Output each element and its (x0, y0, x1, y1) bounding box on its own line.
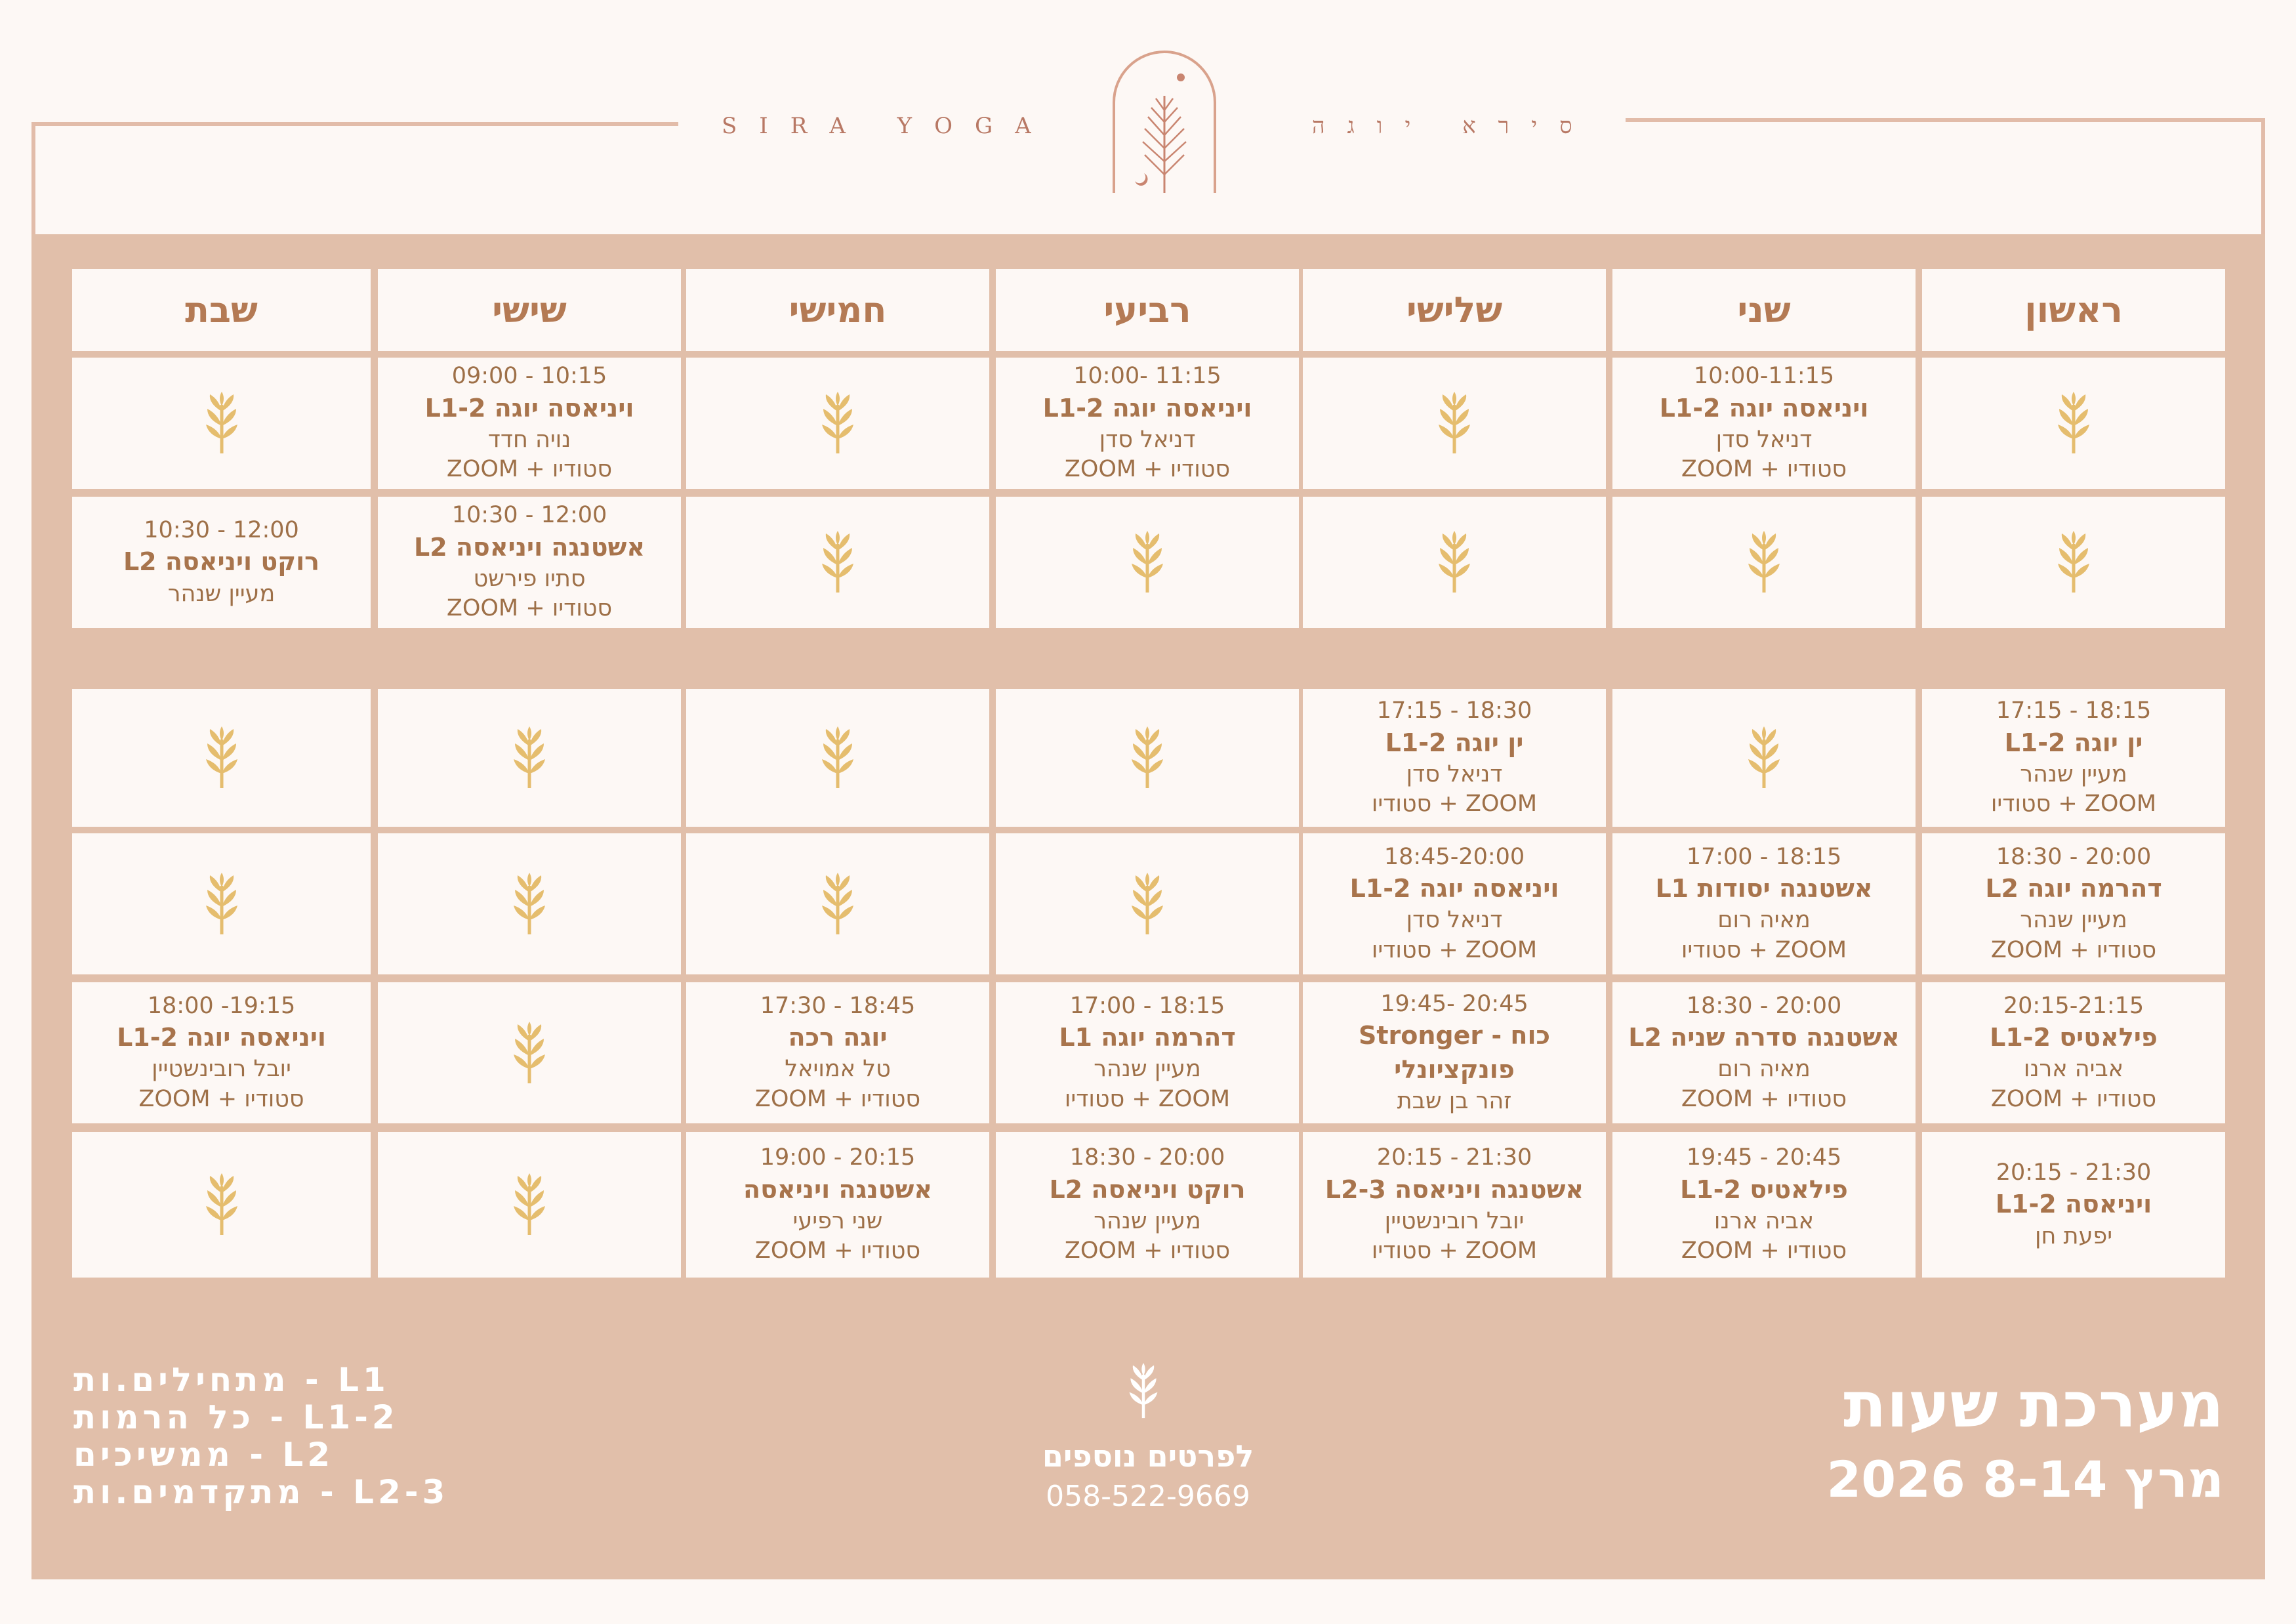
teacher-name: זהר בן שבת (1397, 1087, 1512, 1114)
class-name: ויניאסה יוגה L1-2 (117, 1023, 326, 1052)
day-header (378, 269, 681, 351)
empty-slot (378, 982, 681, 1123)
teacher-name: דניאל סדן (1406, 907, 1503, 934)
sprig-icon (1129, 873, 1166, 936)
empty-slot (72, 689, 371, 827)
class-name: ויניאסה יוגה L1-2 (1659, 393, 1869, 423)
sprig-icon (1746, 726, 1782, 789)
sprig-icon (511, 726, 548, 789)
class-slot[interactable] (1303, 689, 1606, 827)
day-header (72, 269, 371, 351)
teacher-name: דניאל סדן (1715, 426, 1813, 453)
sprig-icon (511, 1022, 548, 1085)
schedule-title: מערכת שעות (1843, 1368, 2224, 1442)
class-name: דהרמה יוגה L1 (1059, 1023, 1236, 1052)
sprig-icon (1436, 392, 1473, 455)
class-time: 20:15 - 21:30 (1996, 1159, 2152, 1186)
sprig-icon (511, 873, 548, 936)
empty-slot (378, 689, 681, 827)
class-location: ZOOM + סטודיו (1371, 791, 1538, 818)
class-slot[interactable] (1303, 982, 1606, 1123)
class-name: ויניאסה יוגה L1-2 (1042, 393, 1252, 423)
empty-slot (72, 1132, 371, 1278)
class-location: סטודיו + ZOOM (1681, 456, 1847, 483)
brand-hebrew: סירא יוגה (1312, 113, 1595, 139)
class-time: 18:30 - 20:00 (1996, 843, 2152, 870)
class-location: ZOOM + סטודיו (1064, 1085, 1231, 1112)
class-location: סטודיו + ZOOM (138, 1085, 304, 1112)
teacher-name: דניאל סדן (1406, 760, 1503, 787)
sprig-icon (819, 392, 856, 455)
class-name: פונקציונלי (1394, 1054, 1515, 1084)
class-name: רוקט ויניאסה L2 (123, 547, 320, 577)
sprig-icon (1436, 531, 1473, 594)
teacher-name: מאיה רום (1717, 1056, 1811, 1083)
class-location: סטודיו + ZOOM (1064, 456, 1231, 483)
class-time: 17:15 - 18:30 (1376, 697, 1532, 724)
empty-slot (1922, 497, 2225, 628)
teacher-name: מעיין שנהר (1094, 1207, 1201, 1234)
day-name: שישי (492, 289, 567, 331)
empty-slot (686, 689, 989, 827)
empty-slot (1922, 358, 2225, 489)
class-slot[interactable] (1612, 1132, 1916, 1278)
class-slot[interactable] (686, 982, 989, 1123)
empty-slot (72, 358, 371, 489)
sprig-icon (203, 726, 240, 789)
day-name: ראשון (2024, 289, 2123, 331)
teacher-name: מעיין שנהר (2020, 907, 2127, 934)
sprig-icon (2055, 392, 2092, 455)
class-slot[interactable] (72, 982, 371, 1123)
class-time: 18:30 - 20:00 (1069, 1144, 1225, 1171)
teacher-name: יובל רובינשטיין (152, 1056, 291, 1083)
day-name: חמישי (789, 289, 887, 331)
class-slot[interactable] (378, 497, 681, 628)
day-name: שלישי (1406, 289, 1503, 331)
day-header (996, 269, 1299, 351)
empty-slot (996, 833, 1299, 974)
class-location: ZOOM + סטודיו (1681, 936, 1847, 963)
class-name: אשטנגה ויניאסה (743, 1175, 933, 1204)
class-time: 18:30 - 20:00 (1686, 992, 1842, 1019)
class-location: ZOOM + סטודיו (1371, 936, 1538, 963)
legend-item: מתחילים.ות - L1 (73, 1361, 390, 1399)
class-location: סטודיו + ZOOM (754, 1238, 921, 1264)
class-name: ין יוגה L1-2 (2004, 728, 2143, 757)
class-slot[interactable] (1922, 833, 2225, 974)
day-header (1612, 269, 1916, 351)
class-time: 20:15-21:15 (2003, 992, 2144, 1019)
header-frame-top-left (31, 122, 678, 126)
class-time: 17:00 - 18:15 (1686, 843, 1842, 870)
class-name: אשטנגה יסודות L1 (1655, 874, 1873, 904)
class-slot[interactable] (996, 982, 1299, 1123)
empty-slot (686, 833, 989, 974)
day-header (1303, 269, 1606, 351)
class-time: 10:00- 11:15 (1073, 363, 1221, 390)
class-location: ZOOM + סטודיו (1371, 1238, 1538, 1264)
class-location: סטודיו + ZOOM (1681, 1085, 1847, 1112)
logo-arch-icon (1109, 50, 1220, 196)
teacher-name: מאיה רום (1717, 907, 1811, 934)
sprig-icon (819, 531, 856, 594)
class-time: 10:00-11:15 (1693, 363, 1835, 390)
class-name: ויניאסה L1-2 (1995, 1190, 2152, 1219)
teacher-name: מעיין שנהר (167, 580, 276, 607)
class-name: דהרמה יוגה L2 (1985, 874, 2162, 904)
day-name: רביעי (1103, 289, 1191, 331)
empty-slot (378, 833, 681, 974)
teacher-name: דניאל סדן (1099, 426, 1196, 453)
class-slot[interactable] (996, 1132, 1299, 1278)
teacher-name: יובל רובינשטיין (1384, 1207, 1525, 1234)
sprig-icon (203, 392, 240, 455)
day-name: שבת (185, 289, 258, 331)
day-header (1922, 269, 2225, 351)
day-name: שני (1737, 289, 1791, 331)
empty-slot (1612, 497, 1916, 628)
class-name: ין יוגה L1-2 (1385, 728, 1524, 757)
contact-phone[interactable]: 058-522-9669 (1046, 1480, 1250, 1513)
class-name: ויניאסה יוגה L1-2 (1349, 874, 1559, 904)
empty-slot (378, 1132, 681, 1278)
teacher-name: נויה חדד (487, 426, 571, 453)
class-name: ויניאסה יוגה L1-2 (424, 393, 634, 423)
class-slot[interactable] (686, 1132, 989, 1278)
teacher-name: טל אמויאל (785, 1056, 891, 1083)
class-slot[interactable] (1612, 358, 1916, 489)
class-name: פילאטיס L1-2 (1680, 1175, 1848, 1204)
class-time: 18:00 -19:15 (147, 992, 296, 1019)
class-time: 19:45 - 20:45 (1686, 1144, 1842, 1171)
sprig-icon (2055, 531, 2092, 594)
class-name: כוח - Stronger (1358, 1021, 1551, 1051)
class-slot[interactable] (1612, 833, 1916, 974)
class-name: אשטנגה ויניאסה L2-3 (1324, 1175, 1584, 1204)
legend-item: מתקדמים.ות - L2-3 (73, 1473, 449, 1511)
empty-slot (1612, 689, 1916, 827)
empty-slot (996, 689, 1299, 827)
teacher-name: מעיין שנהר (1094, 1056, 1201, 1083)
sprig-icon (1129, 726, 1166, 789)
class-slot[interactable] (1922, 982, 2225, 1123)
teacher-name: סתיו פירשט (473, 565, 586, 592)
class-time: 20:15 - 21:30 (1376, 1144, 1532, 1171)
day-header (686, 269, 989, 351)
class-slot[interactable] (1922, 689, 2225, 827)
sprig-icon (203, 873, 240, 936)
class-name: יוגה רכה (788, 1023, 888, 1052)
class-slot[interactable] (1303, 1132, 1606, 1278)
class-location: סטודיו + ZOOM (1681, 1238, 1847, 1264)
teacher-name: מעיין שנהר (2020, 760, 2127, 787)
sprig-icon (511, 1173, 548, 1236)
sprig-icon (819, 726, 856, 789)
teacher-name: אביה ארנו (2023, 1056, 2124, 1083)
legend-item: ממשיכים - L2 (73, 1436, 335, 1474)
empty-slot (686, 497, 989, 628)
class-slot[interactable] (378, 358, 681, 489)
legend-item: כל הרמות - L1-2 (73, 1398, 399, 1436)
class-location: סטודיו + ZOOM (1990, 1085, 2157, 1112)
class-name: פילאטיס L1-2 (1990, 1023, 2158, 1052)
class-location: סטודיו + ZOOM (446, 595, 613, 622)
sprig-icon (819, 873, 856, 936)
class-slot[interactable] (72, 497, 371, 628)
sprig-icon (1746, 531, 1782, 594)
class-slot[interactable] (996, 358, 1299, 489)
class-time: 19:45- 20:45 (1380, 990, 1528, 1017)
class-slot[interactable] (1612, 982, 1916, 1123)
footer-sprig-icon (1127, 1362, 1160, 1421)
empty-slot (1303, 497, 1606, 628)
class-time: 17:00 - 18:15 (1069, 992, 1225, 1019)
class-location: סטודיו + ZOOM (446, 456, 613, 483)
class-location: סטודיו + ZOOM (754, 1085, 921, 1112)
class-location: ZOOM + סטודיו (1990, 791, 2157, 818)
class-slot[interactable] (1922, 1132, 2225, 1278)
class-location: סטודיו + ZOOM (1064, 1238, 1231, 1264)
level-legend (73, 1362, 449, 1511)
class-slot[interactable] (1303, 833, 1606, 974)
class-name: אשטנגה סדרה שניה L2 (1628, 1023, 1900, 1052)
class-time: 17:30 - 18:45 (760, 992, 916, 1019)
header-frame-top-right (1626, 118, 2265, 122)
empty-slot (1303, 358, 1606, 489)
schedule-date: מרץ 8-14 2026 (1826, 1450, 2224, 1509)
class-time: 09:00 - 10:15 (451, 363, 607, 390)
header-frame-right (2261, 118, 2265, 249)
class-time: 17:15 - 18:15 (1996, 697, 2152, 724)
sprig-icon (203, 1173, 240, 1236)
class-time: 19:00 - 20:15 (760, 1144, 916, 1171)
empty-slot (686, 358, 989, 489)
class-name: אשטנגה ויניאסה L2 (414, 532, 645, 562)
empty-slot (996, 497, 1299, 628)
contact-title: לפרטים נוספים (1042, 1438, 1254, 1474)
teacher-name: אביה ארנו (1713, 1207, 1814, 1234)
teacher-name: שני רפיעי (792, 1207, 883, 1234)
class-location: סטודיו + ZOOM (1990, 936, 2157, 963)
brand-latin: SIRA YOGA (722, 113, 1054, 139)
class-time: 10:30 - 12:00 (144, 516, 299, 543)
class-time: 10:30 - 12:00 (451, 502, 607, 529)
class-name: רוקט ויניאסה L2 (1049, 1175, 1246, 1204)
empty-slot (72, 833, 371, 974)
teacher-name: יפעת חן (2034, 1222, 2113, 1249)
sprig-icon (1129, 531, 1166, 594)
class-time: 18:45-20:00 (1384, 843, 1525, 870)
